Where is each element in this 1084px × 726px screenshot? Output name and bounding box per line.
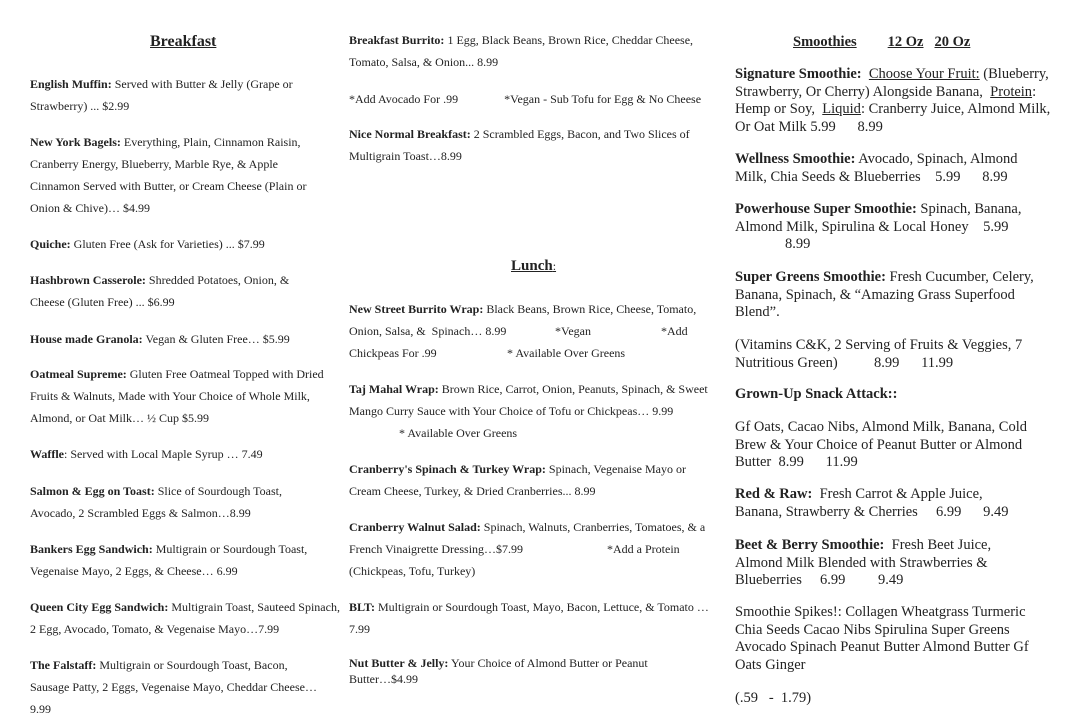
menu-item: Breakfast Burrito: 1 Egg, Black Beans, Brown Rice, Cheddar Cheese, Tomato, Salsa, & Onion... 8.99 — [349, 33, 694, 69]
lunch-heading: Lunch: — [511, 258, 557, 274]
menu-item: Waffle: Served with Local Maple Syrup … 7.49 — [30, 447, 263, 461]
menu-item: Salmon & Egg on Toast: Slice of Sourdough Toast, Avocado, 2 Scrambled Eggs & Salmon…8.99 — [30, 484, 282, 520]
menu-item: Bankers Egg Sandwich: Multigrain or Sourdough Toast, Vegenaise Mayo, 2 Eggs, & Cheese… 6.99 — [30, 542, 308, 578]
smoothie-item: (Vitamins C&K, 2 Serving of Fruits & Veggies, 7 Nutritious Green) 8.99 11.99 — [735, 337, 1023, 371]
menu-item: Taj Mahal Wrap: Brown Rice, Carrot, Onion, Peanuts, Spinach, & Sweet Mango Curry Sauce with Your Choice of Tofu or Chickpeas… 9.99 — [349, 382, 708, 418]
burrito-wrap: New Street Burrito Wrap: Black Beans, Brown Rice, Cheese, Tomato, Onion, Salsa, & Spinach… 8.99 *Vegan *Add Chickpeas For .99 * Available Over Greens — [349, 298, 714, 364]
menu-item: English Muffin: Served with Butter & Jelly (Grape or Strawberry) ... $2.99 — [30, 77, 293, 113]
smoothie-item: Gf Oats, Cacao Nibs, Almond Milk, Banana, Cold Brew & Your Choice of Peanut Butter or Almond Butter 8.99 11.99 — [735, 419, 1027, 471]
menu-item: Quiche: Gluten Free (Ask for Varieties) ... $7.99 — [30, 237, 265, 251]
menu-item: New York Bagels: Everything, Plain, Cinnamon Raisin, Cranberry Energy, Blueberry, Marble Rye, & Apple Cinnamon Served with Butter, or Cream Cheese (Plain or Onion & Chive)… $4.99 — [30, 135, 307, 215]
menu-note: *Add Avocado For .99 *Vegan - Sub Tofu for Egg & No Cheese — [349, 92, 702, 106]
menu-item: BLT: Multigrain or Sourdough Toast, Mayo, Bacon, Lettuce, & Tomato …7.99 — [349, 600, 709, 636]
breakfast-heading: Breakfast — [150, 33, 217, 50]
menu-note: * Available Over Greens — [399, 426, 518, 440]
menu-item: Oatmeal Supreme: Gluten Free Oatmeal Topped with Dried Fruits & Walnuts, Made with Your Choice of Whole Milk, Almond, or Oat Milk… ½ Cup $5.99 — [30, 367, 324, 425]
walnut-salad: Cranberry Walnut Salad: Spinach, Walnuts, Cranberries, Tomatoes, & a French Vinaigrette Dressing…$7.99 *Add a Protein (Chickpeas, Tofu, Turkey) — [349, 520, 706, 578]
menu-item: Cranberry's Spinach & Turkey Wrap: Spinach, Vegenaise Mayo or Cream Cheese, Turkey, & Dried Cranberries... 8.99 — [349, 462, 687, 498]
smoothie-item: Wellness Smoothie: Avocado, Spinach, Almond Milk, Chia Seeds & Blueberries 5.99 8.99 — [735, 151, 1018, 185]
smoothie-item: Beet & Berry Smoothie: Fresh Beet Juice, Almond Milk Blended with Strawberries & Blueberries 6.99 9.49 — [735, 537, 992, 589]
smoothie-item: Grown-Up Snack Attack:: — [735, 386, 898, 402]
smoothies-heading: Smoothies 12 Oz 20 Oz — [793, 34, 971, 50]
spikes-price-range: (.59 - 1.79) — [735, 690, 812, 706]
smoothie-item: Super Greens Smoothie: Fresh Cucumber, Celery, Banana, Spinach, & “Amazing Grass Superfood Blend”. — [735, 269, 1034, 321]
menu-item: Hashbrown Casserole: Shredded Potatoes, Onion, & Cheese (Gluten Free) ... $6.99 — [30, 273, 290, 309]
menu-item: Nut Butter & Jelly: Your Choice of Almond Butter or Peanut Butter…$4.99 — [349, 656, 648, 686]
menu-item: House made Granola: Vegan & Gluten Free… $5.99 — [30, 332, 290, 346]
menu-item: The Falstaff: Multigrain or Sourdough Toast, Bacon, Sausage Patty, 2 Eggs, Vegenaise Mayo, Cheddar Cheese…9.99 — [30, 658, 317, 716]
smoothie-spikes: Smoothie Spikes!: Collagen Wheatgrass Turmeric Chia Seeds Cacao Nibs Spirulina Super Greens Avocado Spinach Peanut Butter Almond Butter Gf Oats Ginger — [735, 604, 1029, 674]
menu-item: Queen City Egg Sandwich: Multigrain Toast, Sauteed Spinach, 2 Egg, Avocado, Tomato, & Vegenaise Mayo…7.99 — [30, 600, 340, 636]
smoothie-item: Signature Smoothie: Choose Your Fruit: (Blueberry, Strawberry, Or Cherry) Alongside Banana, Protein: Hemp or Soy, Liquid: Cranberry Juice, Almond Milk, Or Oat Milk 5.99 8.99 — [735, 66, 1051, 136]
smoothie-item: Powerhouse Super Smoothie: Spinach, Banana, Almond Milk, Spirulina & Local Honey 5.99 8.99 — [735, 201, 1022, 253]
smoothie-item: Red & Raw: Fresh Carrot & Apple Juice, Banana, Strawberry & Cherries 6.99 9.49 — [735, 486, 1009, 520]
menu-item: Nice Normal Breakfast: 2 Scrambled Eggs, Bacon, and Two Slices of Multigrain Toast…8.99 — [349, 127, 690, 163]
